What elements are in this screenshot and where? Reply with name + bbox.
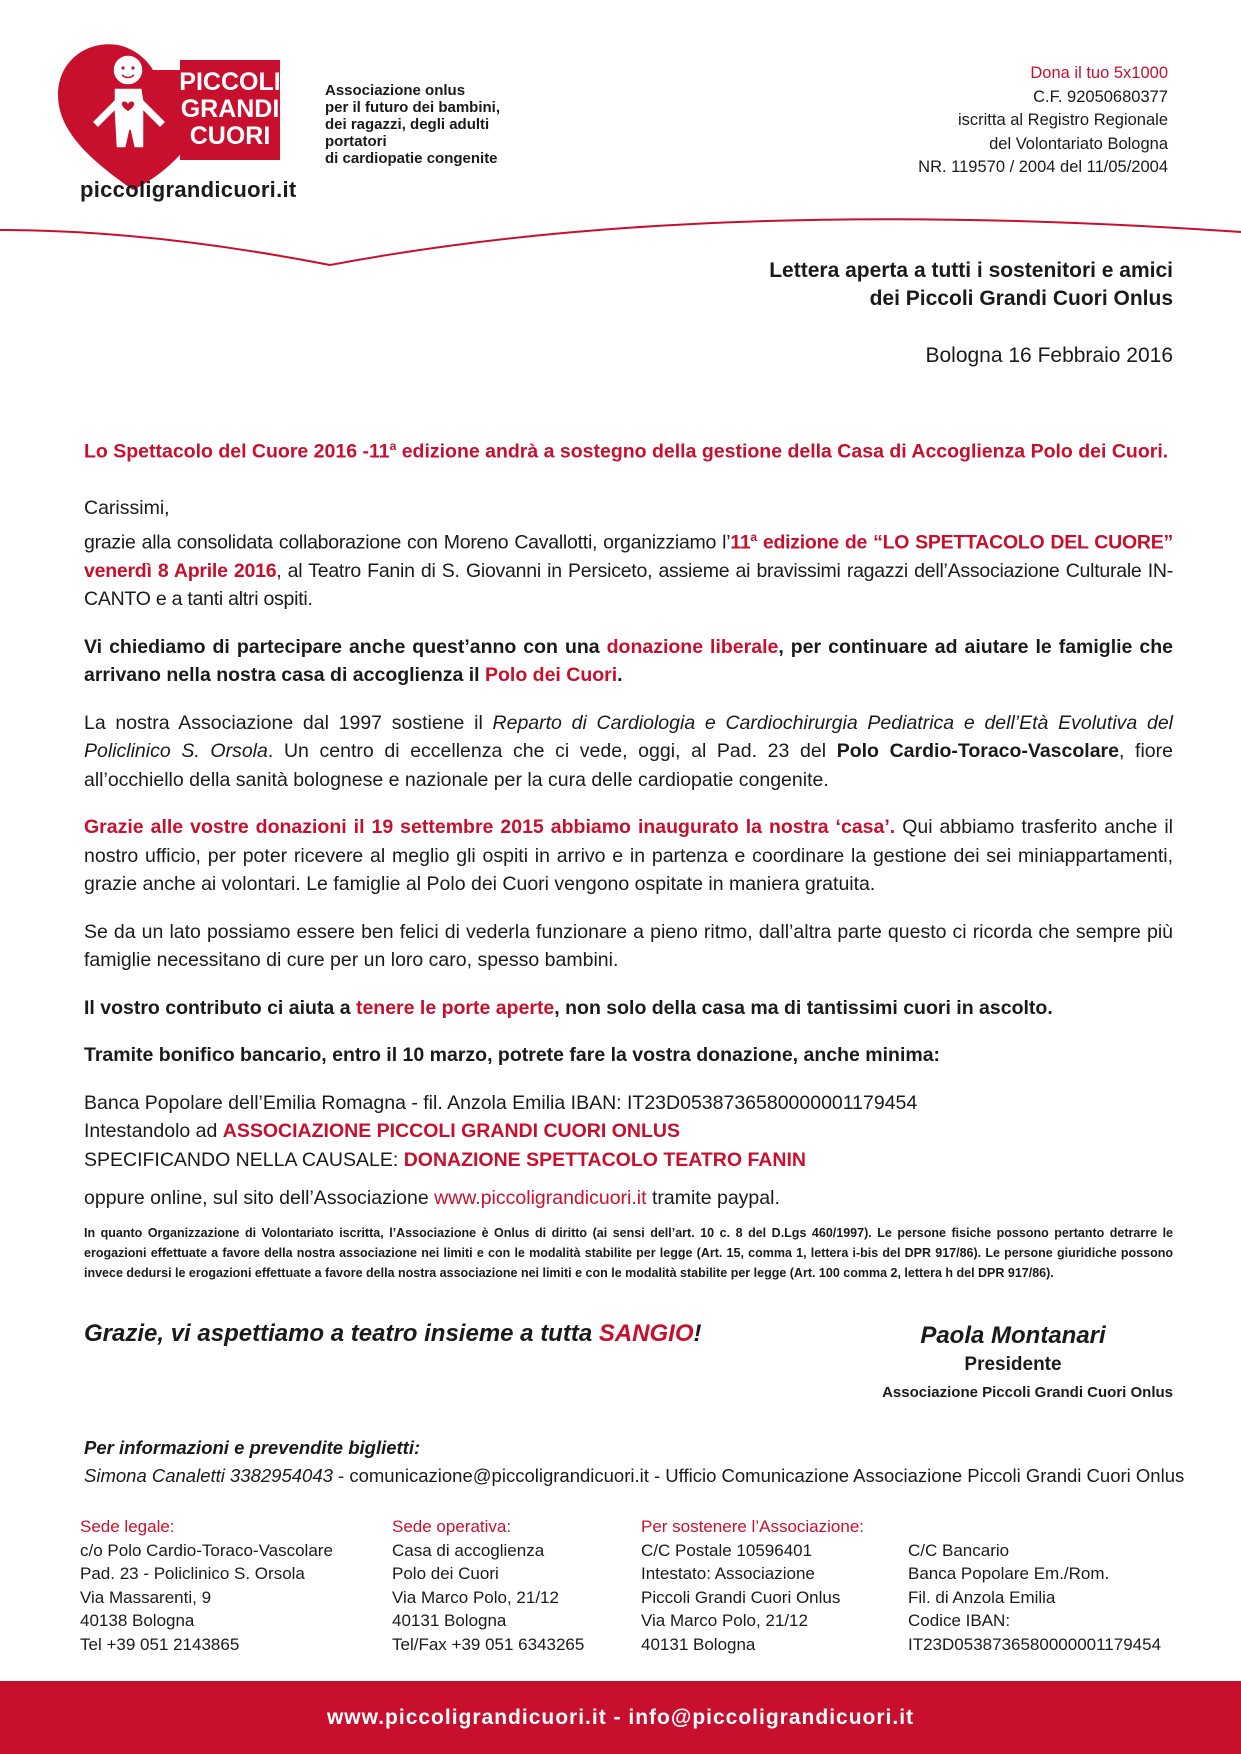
greeting: Carissimi, — [84, 497, 170, 519]
tagline-line: dei ragazzi, degli adulti — [325, 116, 490, 133]
info-title: Per informazioni e prevendite biglietti: — [84, 1437, 421, 1458]
letter-title-line: Lettera aperta a tutti i sostenitori e amici — [769, 259, 1173, 282]
donate-line: del Volontariato Bologna — [989, 134, 1168, 153]
signer-org: Associazione Piccoli Grandi Cuori Onlus — [882, 1384, 1173, 1401]
letter-title — [769, 257, 1173, 313]
paragraph-5: Se da un lato possiamo essere ben felici di vederla funzionare a pieno ritmo, dall’altra parte questo ci ricorda che sempre più famiglie necessitano di cure per un loro caro, spesso bambini. — [84, 920, 1173, 971]
col-line: 40131 Bologna — [392, 1611, 507, 1630]
signer-role: Presidente — [964, 1354, 1062, 1375]
tagline-line: per il futuro dei bambini, — [325, 99, 501, 116]
letter-title-line: dei Piccoli Grandi Cuori Onlus — [869, 287, 1173, 310]
tagline-line: Associazione onlus — [325, 82, 466, 99]
col-line: Via Massarenti, 9 — [80, 1587, 212, 1607]
letter-body — [84, 432, 1173, 1302]
sede-legale — [80, 1515, 333, 1656]
col-line: C/C Bancario — [908, 1540, 1010, 1560]
col-title: Sede legale: — [80, 1517, 175, 1536]
logo-line-3: CUORI — [189, 122, 271, 150]
donate-title: Dona il tuo 5x1000 — [1030, 64, 1168, 82]
letter-date: Bologna 16 Febbraio 2016 — [925, 344, 1173, 367]
contact-info — [84, 1434, 1184, 1490]
col-line: 40138 Bologna — [80, 1611, 195, 1630]
tagline-line: di cardiopatie congenite — [325, 150, 498, 167]
paragraph-1: grazie alla consolidata collaborazione con Moreno Cavallotti, organizziamo l’11$^a$ edizione de “LO SPETTACOLO DEL CUORE” venerdì 8 Aprile 2016, al Teatro Fanin di S. Giovanni in Persiceto, assieme ai bravissimi ragazzi dell’Associazione Culturale IN-CANTO e a tanti altri ospiti. — [84, 529, 1173, 610]
donate-line: iscritta al Registro Regionale — [957, 111, 1168, 129]
bank-account — [908, 1539, 1161, 1657]
col-line: Intestato: Associazione — [641, 1564, 815, 1583]
col-line: 40131 Bologna — [641, 1634, 756, 1654]
sede-operativa — [392, 1515, 584, 1656]
col-title: Per sostenere l’Associazione: — [641, 1517, 865, 1536]
logo-line-1: PICCOLI — [179, 68, 281, 96]
col-title: Sede operativa: — [392, 1517, 512, 1536]
donate-line: C.F. 92050680377 — [1033, 87, 1168, 106]
col-line: Codice IBAN: — [908, 1611, 1011, 1630]
signature — [853, 1320, 1173, 1408]
website-url[interactable]: piccoligrandicuori.it — [80, 177, 297, 202]
col-line: Tel/Fax +39 051 6343265 — [392, 1634, 585, 1654]
postal-account — [641, 1515, 864, 1656]
col-line: Via Marco Polo, 21/12 — [392, 1587, 559, 1607]
bank-causale: SPECIFICANDO NELLA CAUSALE: DONAZIONE SPETTACOLO TEATRO FANIN — [84, 1148, 806, 1171]
col-line: Casa di accoglienza — [392, 1540, 545, 1560]
bank-details: Banca Popolare dell’Emilia Romagna - fil. Anzola Emilia IBAN: IT23D0538736580000001179454 — [84, 1091, 918, 1114]
online-donation: oppure online, sul sito dell’Associazione www.piccoligrandicuori.it tramite paypal. — [84, 1187, 780, 1209]
col-line: Piccoli Grandi Cuori Onlus — [641, 1587, 841, 1607]
closing-thanks: Grazie, vi aspettiamo a teatro insieme a tutta SANGIO! — [84, 1320, 702, 1347]
col-line: IT23D0538736580000001179454 — [908, 1634, 1162, 1654]
association-tagline — [325, 82, 525, 167]
col-line: Banca Popolare Em./Rom. — [908, 1564, 1110, 1583]
col-line: Polo dei Cuori — [392, 1564, 499, 1583]
info-contact: Simona Canaletti 3382954043 - comunicazione@piccoligrandicuori.it - Ufficio Comunicazione Associazione Piccoli Grandi Cuori Onlus — [84, 1465, 1185, 1486]
col-line: C/C Postale 10596401 — [641, 1540, 813, 1560]
headline: Lo Spettacolo del Cuore 2016 -11$^a$ edizione andrà a sostegno della gestione della Casa di Accoglienza Polo dei Cuori. — [84, 439, 1169, 463]
col-line: c/o Polo Cardio-Toraco-Vascolare — [80, 1540, 333, 1560]
col-line: Via Marco Polo, 21/12 — [641, 1611, 808, 1630]
donate-line: NR. 119570 / 2004 del 11/05/2004 — [918, 158, 1168, 176]
paragraph-7: Tramite bonifico bancario, entro il 10 marzo, potrete fare la vostra donazione, anche minima: — [84, 1044, 941, 1066]
paragraph-6: Il vostro contributo ci aiuta a tenere le porte aperte, non solo della casa ma di tantissimi cuori in ascolto. — [84, 996, 1053, 1019]
tagline-line: portatori — [325, 133, 387, 150]
donation-link[interactable]: www.piccoligrandicuori.it — [434, 1187, 647, 1209]
paragraph-2: Vi chiediamo di partecipare anche quest’anno con una donazione liberale, per continuare ad aiutare le famiglie che arrivano nella nostra casa di accoglienza il Polo dei Cuori. — [84, 635, 1173, 686]
logo-line-2: GRANDI — [180, 95, 280, 123]
signer-name: Paola Montanari — [920, 1322, 1106, 1349]
paragraph-4: Grazie alle vostre donazioni il 19 settembre 2015 abbiamo inaugurato la nostra ‘casa’. Qui abbiamo trasferito anche il nostro ufficio, per poter ricevere al meglio gli ospiti in arrivo e in partenza e coordinare la gestione dei sei miniappartamenti, grazie anche ai volontari. Le famiglie al Polo dei Cuori vengono ospitate in maniera gratuita. — [84, 816, 1174, 895]
donation-info — [918, 62, 1168, 180]
col-line: Pad. 23 - Policlinico S. Orsola — [80, 1564, 305, 1583]
col-line: Tel +39 051 2143865 — [80, 1634, 240, 1654]
legal-notice: In quanto Organizzazione di Volontariato iscritta, l’Associazione è Onlus di diritto (ai sensi dell’art. 10 c. 8 del D.Lgs 460/1997). Le persone fisiche possono pertanto detrarre le erogazioni effettuate a favore della nostra associazione nei limiti e con le modalità stabilite per legge (Art. 15, comma 1, lettera i-bis del DPR 917/86). Le persone giuridiche possono invece dedursi le erogazioni effettuate a favore della nostra associazione nei limiti e con le modalità stabilite per legge (Art. 100 comma 2, lettera h del DPR 917/86). — [84, 1225, 1173, 1280]
paragraph-3: La nostra Associazione dal 1997 sostiene il Reparto di Cardiologia e Cardiochirurgia Pediatrica e dell’Età Evolutiva del Policlinico S. Orsola. Un centro di eccellenza che ci vede, oggi, al Pad. 23 del Polo Cardio-Toraco-Vascolare, fiore all’occhiello della sanità bolognese e nazionale per la cura delle cardiopatie congenite. — [84, 711, 1174, 791]
col-line: Fil. di Anzola Emilia — [908, 1587, 1056, 1607]
bank-recipient: Intestandolo ad ASSOCIAZIONE PICCOLI GRANDI CUORI ONLUS — [84, 1120, 680, 1142]
footer-bar[interactable]: www.piccoligrandicuori.it - info@piccoligrandicuori.it — [0, 1681, 1241, 1754]
